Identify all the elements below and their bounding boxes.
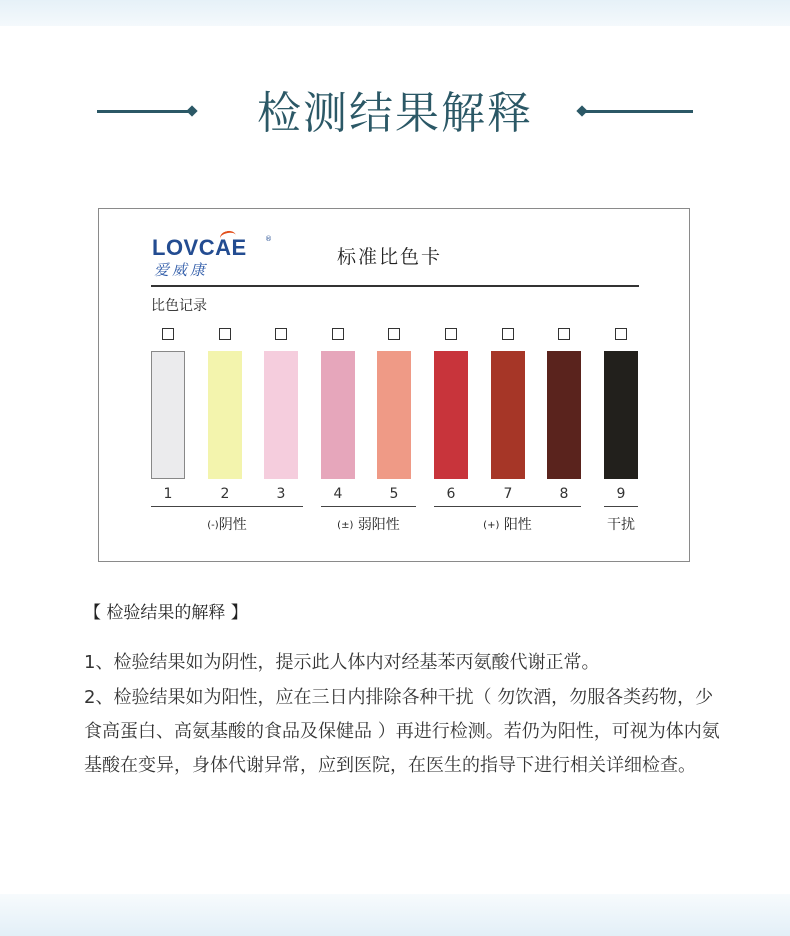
swatch-number: 8 [559, 486, 569, 502]
color-swatch [208, 351, 242, 479]
group-label-interference [596, 515, 646, 535]
swatch-checkbox[interactable] [502, 328, 514, 340]
brand-logo [152, 235, 270, 283]
swatch-number: 6 [446, 486, 456, 502]
swatch-number: 5 [389, 486, 399, 502]
color-swatch [491, 351, 525, 479]
group-label-weak [311, 515, 426, 536]
explanation-heading: 【 检验结果的解释 】 [84, 603, 248, 623]
page-title: 检测结果解释 [257, 88, 533, 139]
color-swatch [377, 351, 411, 479]
positive-label: 阳性 [503, 517, 532, 533]
record-label: 比色记录 [151, 298, 207, 314]
swatch-number: 3 [276, 486, 286, 502]
swatch-number: 1 [163, 486, 173, 502]
interference-label: 干扰 [607, 517, 635, 533]
swatch-number: 7 [503, 486, 513, 502]
weak-symbol: (±) [337, 520, 354, 531]
card-divider [151, 285, 639, 287]
bottom-band [0, 894, 790, 936]
swatch-checkbox[interactable] [162, 328, 174, 340]
swatch-checkbox[interactable] [558, 328, 570, 340]
group-line-positive [434, 506, 581, 507]
color-swatch [264, 351, 298, 479]
logo-registered-mark: ® [265, 235, 272, 243]
swatch-number: 9 [616, 486, 626, 502]
swatch-checkbox[interactable] [445, 328, 457, 340]
negative-label: 阴性 [218, 517, 247, 533]
color-swatch [151, 351, 185, 479]
color-swatch [547, 351, 581, 479]
color-swatch [434, 351, 468, 479]
group-label-negative [151, 515, 303, 536]
group-line-weak [321, 506, 416, 507]
swatch-checkbox[interactable] [615, 328, 627, 340]
color-swatch [604, 351, 638, 479]
group-line-negative [151, 506, 303, 507]
explanation-paragraph-1: 1、检验结果如为阴性，提示此人体内对经基苯丙氨酸代谢正常。 [84, 652, 600, 673]
top-band [0, 0, 790, 26]
color-chart-card [98, 208, 690, 562]
group-line-interference [604, 506, 638, 507]
explanation-paragraph-2: 2、检验结果如为阳性，应在三日内排除各种干扰（ 勿饮酒，勿服各类药物，少食高蛋白、高氨基酸的食品及保健品 ）再进行检测。若仍为阳性，可视为体内氨基酸在变异，身体代谢异常，应到医院，在医生的指导下进行相关详细检查。 [84, 687, 720, 776]
card-title: 标准比色卡 [337, 246, 443, 268]
swatch-checkbox[interactable] [388, 328, 400, 340]
negative-symbol: (-) [207, 520, 219, 531]
swatch-number: 4 [333, 486, 343, 502]
swatch-checkbox[interactable] [219, 328, 231, 340]
color-swatch [321, 351, 355, 479]
positive-symbol: (+) [483, 520, 500, 531]
swatch-number: 2 [220, 486, 230, 502]
logo-brand-en: LOVCAE [152, 235, 247, 260]
title-right-line [581, 110, 693, 113]
weak-label: 弱阳性 [357, 517, 400, 533]
swatch-checkbox[interactable] [275, 328, 287, 340]
logo-brand-cn: 爱威康 [154, 261, 209, 279]
group-label-positive [444, 515, 571, 536]
swatch-checkbox[interactable] [332, 328, 344, 340]
